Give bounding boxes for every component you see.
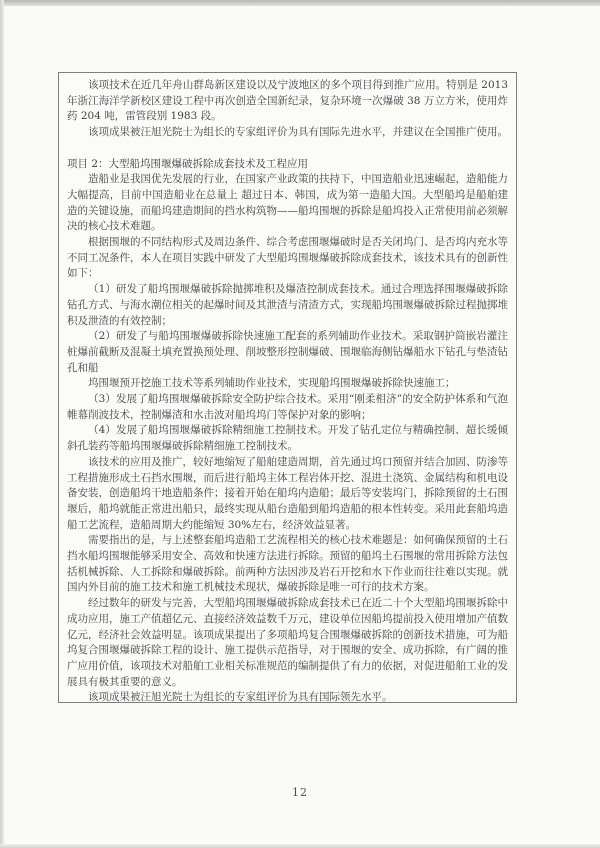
paragraph-expert-evaluation-1: 该项成果被汪旭光院士为组长的专家组评价为具有国际先进水平，并建议在全国推广使用。 [88, 126, 508, 139]
paragraph-innovation-1: （1）研发了船坞围堰爆破拆除抛掷堆积及爆渣控制成套技术。通过合理选择围堰爆破拆除钻孔方式、与海水潮位相关的起爆时间及其泄渣与清渣方式，实现船坞围堰爆破拆除过程抛掷堆积及泄渣的有效控制； [67, 283, 508, 327]
scan-edge-bottom [0, 844, 600, 848]
paragraph-economic-results: 经过数年的研发与完善，大型船坞围堰爆破拆除成套技术已在近二十个大型船坞围堰拆除中成功应用，施工产值超亿元、直接经济效益数千万元，建设单位因船坞提前投入使用增加产值数亿元，经济社会效益明显。该项成果提出了多项船坞复合围堰爆破拆除的创新技术措施，可为船坞复合围堰爆破拆除工程的设计、施工提供示范指导，对于围堰的安全、成功拆除，有广阔的推广应用价值，该项技术对船舶工业相关标准规范的编制提供了有力的依据，对促进船舶工业的发展具有极其重要的意义。 [67, 597, 508, 688]
page-number: 12 [292, 786, 308, 799]
paragraph-expert-evaluation-2: 该项成果被汪旭光院士为组长的专家组评价为具有国际领先水平。 [88, 691, 393, 703]
scan-edge-top [0, 0, 600, 6]
project-2-heading: 项目 2：大型船坞围堰爆破拆除成套技术及工程应用 [67, 157, 309, 170]
paragraph-key-difficulty: 需要指出的是，与上述整套船坞造船工艺流程相关的核心技术难题是：如何确保预留的土石挡水船坞围堰能够采用安全、高效和快速方法进行拆除。预留的船坞土石围堰的常用拆除方法包括机械拆除、人工拆除和爆破拆除。前两种方法因涉及岩石开挖和水下作业而往往难以实现。就国内外目前的施工技术和施工机械技术现状，爆破拆除是唯一可行的技术方案。 [67, 534, 508, 594]
paragraph-shipbuilding-industry: 造船业是我国优先发展的行业，在国家产业政策的扶持下，中国造船业迅速崛起，造船能力大幅提高，目前中国造船业在总量上 超过日本、韩国，成为第一造船大国。大型船坞是船舶建造的关键设施，而船坞建造期间的挡水构筑物——船坞围堰的拆除是船坞投入正常使用前必须解决的核心技术难题。 [67, 173, 508, 233]
paragraph-promotion-application: 该项技术在近几年舟山群岛新区建设以及宁波地区的多个项目得到推广应用。特别是 2013 年浙江海洋学新校区建设工程中再次创造全国新纪录，复杂环境一次爆破 38 万立方米，使用炸药 204 吨，雷管段别 1983 段。 [67, 79, 508, 123]
scan-edge-left [0, 0, 4, 848]
paragraph-innovation-2-continued: 坞围堰预开挖施工技术等系列辅助作业技术，实现船坞围堰爆破拆除快速施工； [88, 377, 456, 390]
paragraph-innovation-3: （3）发展了船坞围堰爆破拆除安全防护综合技术。采用“刚柔相济”的安全防护体系和气泡帷幕削波技术，控制爆渣和水击波对船坞坞门等保护对象的影响； [67, 393, 508, 421]
paragraph-cofferdam-conditions: 根据围堰的不同结构形式及周边条件、综合考虑围堰爆破时是否关闭坞门、是否坞内充水等不同工况条件，本人在项目实践中研发了大型船坞围堰爆破拆除成套技术，该技术具有的创新性如下： [67, 236, 508, 280]
content-border-box [58, 72, 517, 703]
paragraph-application-benefit: 该技术的应用及推广，较好地缩短了船舶建造周期，首先通过坞口预留并结合加固、防渗等工程措施形成土石挡水围堰，而后进行船坞主体工程岩体开挖、混进土浇筑、金属结构和机电设备安装，创造船坞干地造船条件；接着开始在船坞内造船；最后等安装坞门，拆除预留的土石围堰后，船坞就能正常进出船只，最终实现从船台造船到船坞造船的根本性转变。采用此套船坞造船工艺流程，造船周期大约能缩短 30%左右，经济效益显著。 [67, 455, 508, 531]
paragraph-innovation-2: （2）研发了与船坞围堰爆破拆除快速施工配套的系列辅助作业技术。采取钢护筒嵌岩灌注桩爆前截断及混凝土填充置换预处理、削坡整形控制爆破、围堰临海侧钻爆船水下钻孔与垫渣钻孔和船 [67, 330, 508, 374]
paragraph-innovation-4: （4）发展了船坞围堰爆破拆除精细施工控制技术。开发了钻孔定位与精确控制、超长缓倾斜孔装药等船坞围堰爆破拆除精细施工控制技术。 [67, 424, 508, 453]
